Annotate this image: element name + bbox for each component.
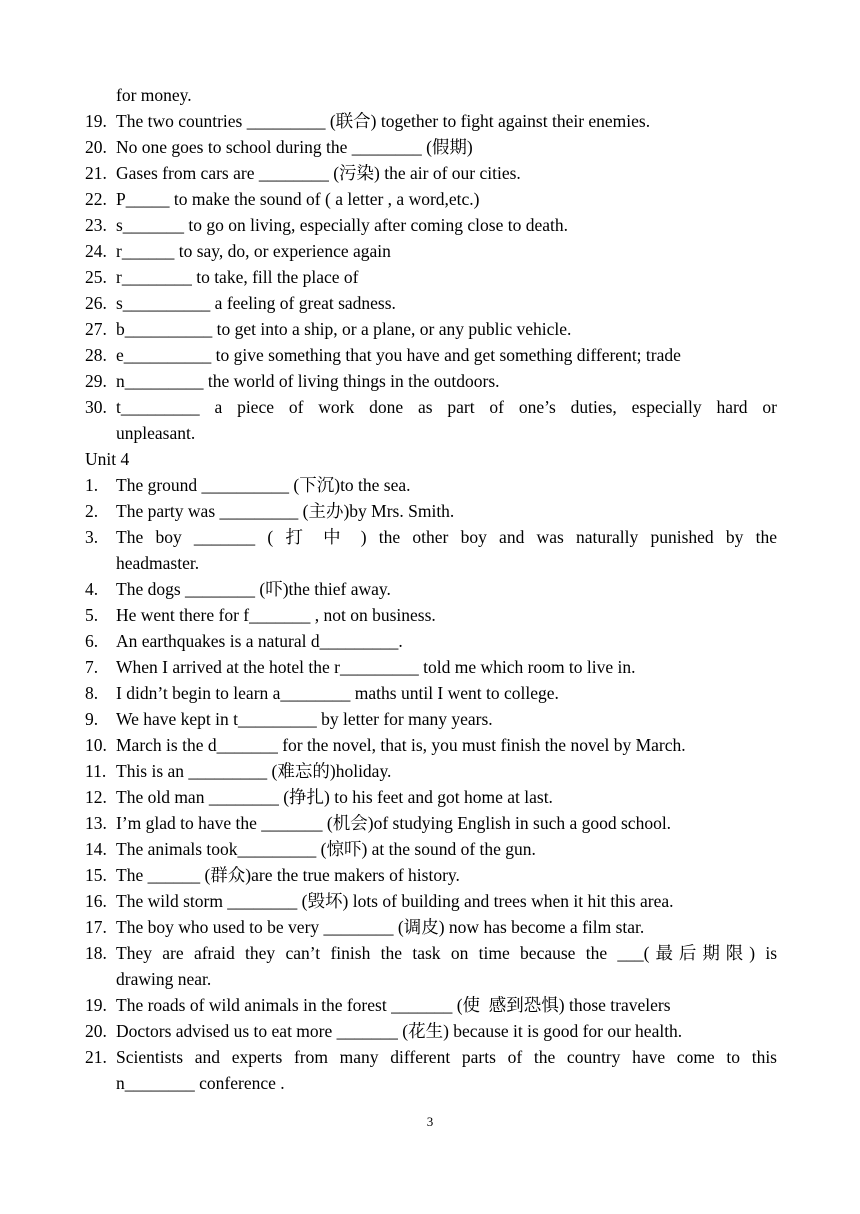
item-number: 23. bbox=[85, 215, 107, 235]
line-text: drawing near. bbox=[116, 969, 212, 989]
exercise-item bbox=[85, 706, 777, 732]
exercise-item bbox=[85, 160, 777, 186]
exercise-item bbox=[85, 784, 777, 810]
continuation-line bbox=[85, 420, 777, 446]
item-number: 19. bbox=[85, 111, 107, 131]
line-text: for money. bbox=[116, 85, 192, 105]
exercise-item bbox=[85, 628, 777, 654]
item-text: The animals took_________ (惊吓) at the sound of the gun. bbox=[116, 839, 536, 859]
exercise-list bbox=[85, 82, 777, 1096]
item-text: P_____ to make the sound of ( a letter , a word,etc.) bbox=[116, 189, 480, 209]
exercise-item bbox=[85, 498, 777, 524]
item-number: 18. bbox=[85, 943, 107, 963]
exercise-item bbox=[85, 862, 777, 888]
exercise-item bbox=[85, 524, 777, 550]
item-number: 25. bbox=[85, 267, 107, 287]
item-number: 17. bbox=[85, 917, 107, 937]
item-number: 9. bbox=[85, 709, 99, 729]
exercise-item bbox=[85, 186, 777, 212]
item-text: I didn’t begin to learn a________ maths until I went to college. bbox=[116, 683, 559, 703]
item-number: 29. bbox=[85, 371, 107, 391]
item-number: 12. bbox=[85, 787, 107, 807]
item-number: 28. bbox=[85, 345, 107, 365]
exercise-item bbox=[85, 992, 777, 1018]
exercise-item bbox=[85, 238, 777, 264]
item-number: 26. bbox=[85, 293, 107, 313]
item-text: March is the d_______ for the novel, that is, you must finish the novel by March. bbox=[116, 735, 686, 755]
item-text: When I arrived at the hotel the r_________ told me which room to live in. bbox=[116, 657, 636, 677]
item-text: Gases from cars are ________ (污染) the air of our cities. bbox=[116, 163, 521, 183]
exercise-item bbox=[85, 810, 777, 836]
item-number: 16. bbox=[85, 891, 107, 911]
item-text: The two countries _________ (联合) together to fight against their enemies. bbox=[116, 111, 651, 131]
exercise-item bbox=[85, 888, 777, 914]
item-text: n_________ the world of living things in the outdoors. bbox=[116, 371, 500, 391]
item-number: 20. bbox=[85, 137, 107, 157]
exercise-item bbox=[85, 576, 777, 602]
item-number: 5. bbox=[85, 605, 99, 625]
page-number: 3 bbox=[426, 1114, 434, 1129]
item-number: 6. bbox=[85, 631, 99, 651]
item-text: We have kept in t_________ by letter for many years. bbox=[116, 709, 493, 729]
exercise-item bbox=[85, 836, 777, 862]
item-number: 22. bbox=[85, 189, 107, 209]
item-text: They are afraid they can’t finish the task on time because the ___(最后期限) is bbox=[116, 943, 777, 963]
exercise-item bbox=[85, 264, 777, 290]
line-text: unpleasant. bbox=[116, 423, 196, 443]
item-text: r________ to take, fill the place of bbox=[116, 267, 359, 287]
heading-text: Unit 4 bbox=[85, 449, 130, 469]
item-text: The ground __________ (下沉)to the sea. bbox=[116, 475, 411, 495]
continuation-line bbox=[85, 966, 777, 992]
continuation-line bbox=[85, 82, 777, 108]
item-text: The old man ________ (挣扎) to his feet and got home at last. bbox=[116, 787, 553, 807]
exercise-item bbox=[85, 732, 777, 758]
item-text: The wild storm ________ (毁坏) lots of building and trees when it hit this area. bbox=[116, 891, 674, 911]
item-number: 21. bbox=[85, 1047, 107, 1067]
line-text: n________ conference . bbox=[116, 1073, 285, 1093]
item-text: r______ to say, do, or experience again bbox=[116, 241, 391, 261]
exercise-item bbox=[85, 914, 777, 940]
item-number: 7. bbox=[85, 657, 99, 677]
item-number: 15. bbox=[85, 865, 107, 885]
continuation-line bbox=[85, 550, 777, 576]
item-text: The roads of wild animals in the forest _______ (使 感到恐惧) those travelers bbox=[116, 995, 671, 1015]
item-number: 20. bbox=[85, 1021, 107, 1041]
exercise-item bbox=[85, 108, 777, 134]
item-text: e__________ to give something that you have and get something different; trade bbox=[116, 345, 681, 365]
exercise-item bbox=[85, 342, 777, 368]
item-number: 1. bbox=[85, 475, 99, 495]
item-text: The party was _________ (主办)by Mrs. Smith. bbox=[116, 501, 455, 521]
item-text: b__________ to get into a ship, or a plane, or any public vehicle. bbox=[116, 319, 572, 339]
exercise-item bbox=[85, 1018, 777, 1044]
exercise-item bbox=[85, 212, 777, 238]
exercise-item bbox=[85, 680, 777, 706]
item-text: The boy _______ ( 打 中 ) the other boy and was naturally punished by the bbox=[116, 527, 777, 547]
item-text: An earthquakes is a natural d_________. bbox=[116, 631, 403, 651]
exercise-item bbox=[85, 654, 777, 680]
exercise-item bbox=[85, 134, 777, 160]
item-number: 14. bbox=[85, 839, 107, 859]
item-text: Doctors advised us to eat more _______ (花生) because it is good for our health. bbox=[116, 1021, 683, 1041]
item-text: This is an _________ (难忘的)holiday. bbox=[116, 761, 392, 781]
item-number: 24. bbox=[85, 241, 107, 261]
item-number: 3. bbox=[85, 527, 99, 547]
exercise-item bbox=[85, 940, 777, 966]
item-number: 21. bbox=[85, 163, 107, 183]
item-text: The dogs ________ (吓)the thief away. bbox=[116, 579, 391, 599]
exercise-item bbox=[85, 602, 777, 628]
continuation-line bbox=[85, 1070, 777, 1096]
item-number: 2. bbox=[85, 501, 99, 521]
item-text: No one goes to school during the ________ (假期) bbox=[116, 137, 473, 157]
item-number: 8. bbox=[85, 683, 99, 703]
exercise-item bbox=[85, 1044, 777, 1070]
item-number: 10. bbox=[85, 735, 107, 755]
item-number: 27. bbox=[85, 319, 107, 339]
item-text: t_________ a piece of work done as part of one’s duties, especially hard or bbox=[116, 397, 777, 417]
item-number: 30. bbox=[85, 397, 107, 417]
item-text: s_______ to go on living, especially after coming close to death. bbox=[116, 215, 568, 235]
exercise-item bbox=[85, 758, 777, 784]
item-text: The ______ (群众)are the true makers of history. bbox=[116, 865, 460, 885]
exercise-item bbox=[85, 290, 777, 316]
item-text: s__________ a feeling of great sadness. bbox=[116, 293, 396, 313]
exercise-item bbox=[85, 394, 777, 420]
item-text: The boy who used to be very ________ (调皮) now has become a film star. bbox=[116, 917, 645, 937]
exercise-item bbox=[85, 472, 777, 498]
item-number: 13. bbox=[85, 813, 107, 833]
exercise-item bbox=[85, 368, 777, 394]
section-heading bbox=[85, 446, 777, 472]
item-text: I’m glad to have the _______ (机会)of studying English in such a good school. bbox=[116, 813, 672, 833]
item-number: 4. bbox=[85, 579, 99, 599]
item-number: 11. bbox=[85, 761, 107, 781]
exercise-item bbox=[85, 316, 777, 342]
line-text: headmaster. bbox=[116, 553, 200, 573]
item-text: He went there for f_______ , not on business. bbox=[116, 605, 436, 625]
item-text: Scientists and experts from many different parts of the country have come to this bbox=[116, 1047, 777, 1067]
item-number: 19. bbox=[85, 995, 107, 1015]
